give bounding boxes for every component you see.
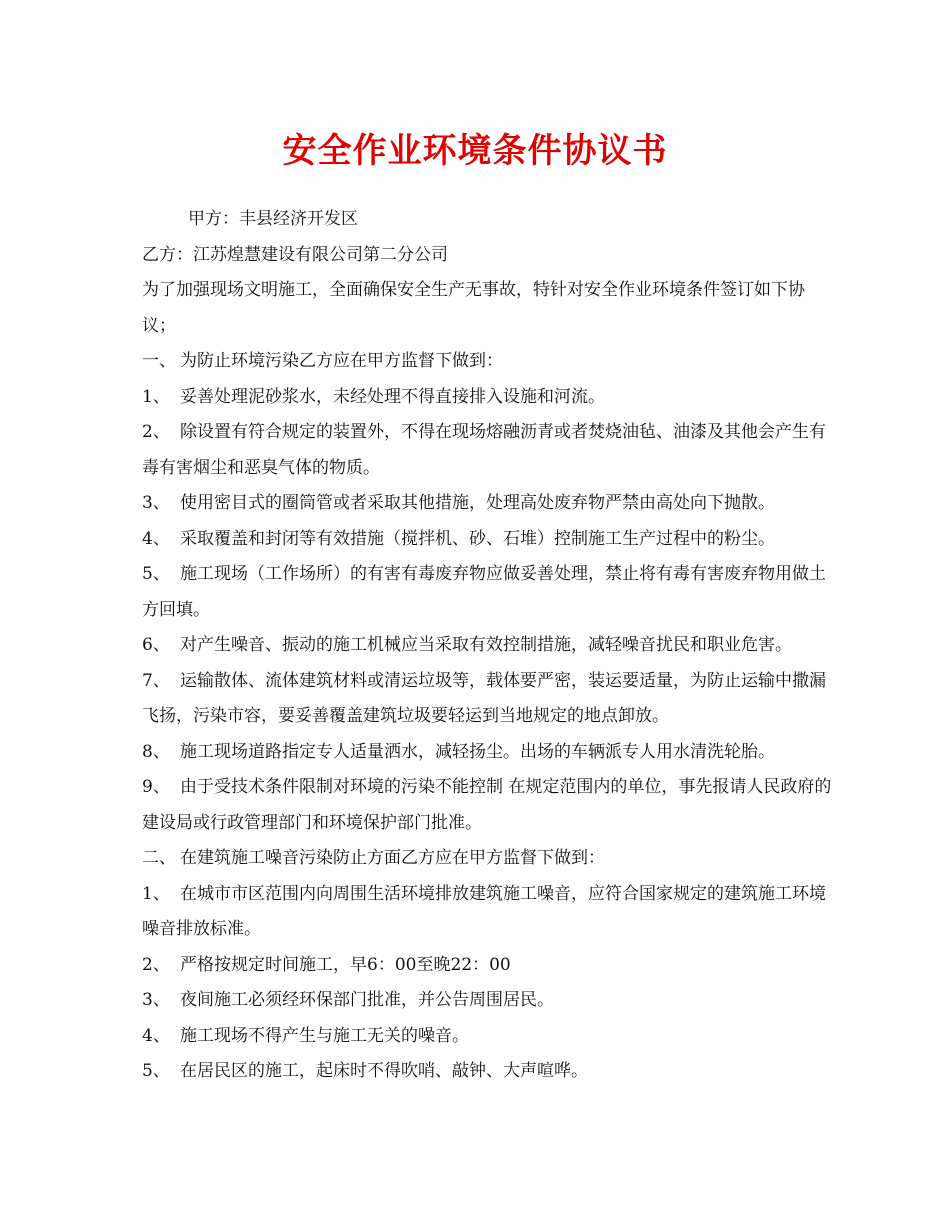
list-item [142,486,832,522]
list-item [142,415,832,486]
item-number: 5、 [142,1061,170,1081]
party-a: 甲方：丰县经济开发区 [188,209,358,229]
item-number: 7、 [142,670,170,691]
item-text: 在居民区的施工，起床时不得吹哨、敲钟、大声喧哗。 [180,1061,588,1081]
item-number: 6、 [142,635,170,655]
item-text: 施工现场不得产生与施工无关的噪音。 [180,1025,469,1046]
list-item [142,1054,832,1090]
item-text: 由于受技术条件限制对环境的污染不能控制 在规定范围内的单位，事先报请人民政府的建设局或行政管理部门和环境保护部门批准。 [142,777,832,833]
item-number: 5、 [142,564,170,584]
item-number: 1、 [142,883,170,904]
item-text: 对产生噪音、振动的施工机械应当采取有效控制措施，减轻噪音扰民和职业危害。 [180,635,792,655]
party-b: 乙方：江苏煌慧建设有限公司第二分公司 [142,244,448,265]
item-text: 夜间施工必须经环保部门批准，并公告周围居民。 [180,990,554,1010]
item-text: 除设置有符合规定的装置外，不得在现场熔融沥青或者焚烧油毡、油漆及其他会产生有毒有害烟尘和恶臭气体的物质。 [142,422,826,478]
section-heading [142,344,832,380]
item-number: 1、 [142,386,170,407]
item-number: 8、 [142,741,170,762]
list-item [142,557,832,628]
section-number: 一、 [142,351,176,371]
list-item [142,770,832,841]
section-number: 二、 [142,848,176,868]
item-text: 运输散体、流体建筑材料或清运垃圾等，载体要严密，装运要适量，为防止运输中撒漏飞扬，污染市容，要妥善覆盖建筑垃圾要轻运到当地规定的地点卸放。 [142,670,826,726]
item-number: 4、 [142,1025,170,1046]
document-title: 安全作业环境条件协议书 [282,131,668,171]
section-heading-text: 为防止环境污染乙方应在甲方监督下做到： [180,351,503,371]
item-text: 在城市市区范围内向周围生活环境排放建筑施工噪音，应符合国家规定的建筑施工环境噪音排放标准。 [142,883,826,939]
item-number: 3、 [142,493,170,513]
list-item [142,1019,832,1055]
intro-paragraph: 为了加强现场文明施工，全面确保安全生产无事故，特针对安全作业环境条件签订如下协议； [142,280,805,336]
list-item [142,983,832,1019]
item-text: 施工现场（工作场所）的有害有毒废弃物应做妥善处理，禁止将有毒有害废弃物用做土方回填。 [142,564,826,620]
item-text: 妥善处理泥砂浆水，未经处理不得直接排入设施和河流。 [180,386,605,407]
list-item [142,877,832,948]
item-number: 9、 [142,777,170,797]
item-text: 施工现场道路指定专人适量洒水，减轻扬尘。出场的车辆派专人用水清洗轮胎。 [180,741,775,762]
item-number: 3、 [142,990,170,1010]
list-item [142,664,832,735]
item-number: 2、 [142,422,170,442]
list-item [142,948,832,984]
section-heading-text: 在建筑施工噪音污染防止方面乙方应在甲方监督下做到： [180,848,605,868]
item-number: 2、 [142,954,170,975]
item-text: 使用密目式的圈筒管或者采取其他措施，处理高处废弃物严禁由高处向下抛散。 [180,493,775,513]
section-heading [142,841,832,877]
item-number: 4、 [142,528,170,549]
list-item [142,628,832,664]
document-body [142,202,832,1090]
list-item [142,735,832,771]
list-item [142,380,832,416]
item-text: 严格按规定时间施工，早6：00至晚22：00 [180,954,511,975]
item-text: 采取覆盖和封闭等有效措施（搅拌机、砂、石堆）控制施工生产过程中的粉尘。 [180,528,775,549]
list-item [142,522,832,558]
